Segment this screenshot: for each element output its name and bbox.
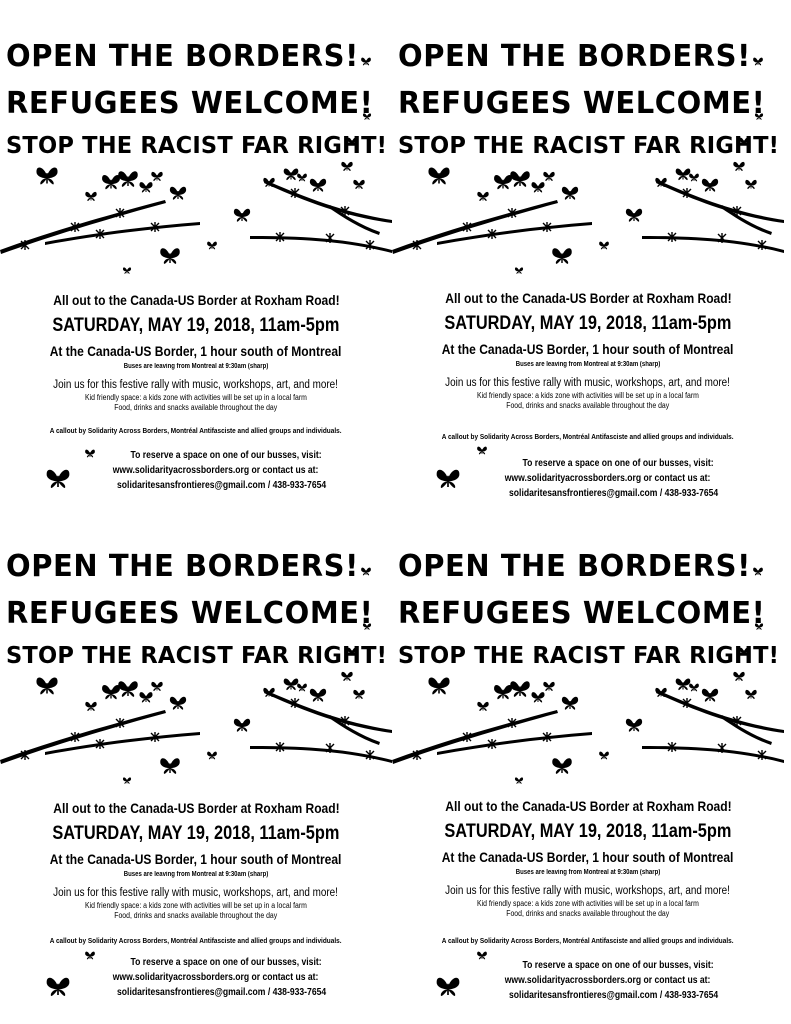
headline-refugees-welcome: REFUGEES WELCOME! [6, 86, 374, 121]
buses-note: Buses are leaving from Montreal at 9:30am (sharp) [515, 869, 661, 876]
invite-text: Join us for this festive rally with music, workshops, art, and more! [53, 379, 339, 391]
butterfly-icon [476, 445, 488, 457]
website-line: www.solidarityacrossborders.org or contact us at: [113, 972, 319, 983]
flyer-bottom-left [0, 510, 392, 1020]
event-date-time: SATURDAY, MAY 19, 2018, 11am-5pm [52, 315, 340, 336]
headline-open-borders: OPEN THE BORDERS! [398, 549, 751, 584]
reserve-line: To reserve a space on one of our busses, visit: [130, 450, 322, 461]
invite-text: Join us for this festive rally with music, workshops, art, and more! [53, 887, 339, 899]
flyer-bottom-right [392, 510, 784, 1020]
contact-line: solidaritesansfrontieres@gmail.com / 438-933-7654 [117, 987, 327, 998]
buses-note: Buses are leaving from Montreal at 9:30am (sharp) [123, 363, 269, 370]
website-line: www.solidarityacrossborders.org or contact us at: [113, 465, 319, 476]
headline-refugees-welcome: REFUGEES WELCOME! [398, 86, 766, 121]
headline-stop-far-right: STOP THE RACIST FAR RIGHT! [6, 643, 388, 669]
website-line: www.solidarityacrossborders.org or contact us at: [505, 975, 711, 986]
contact-line: solidaritesansfrontieres@gmail.com / 438-933-7654 [509, 488, 719, 499]
headline-refugees-welcome: REFUGEES WELCOME! [398, 596, 766, 631]
event-location: At the Canada-US Border, 1 hour south of Montreal [442, 341, 734, 357]
food-note: Food, drinks and snacks available throughout the day [114, 403, 278, 412]
buses-note: Buses are leaving from Montreal at 9:30am (sharp) [515, 361, 661, 368]
roxham-callout: All out to the Canada-US Border at Roxham Road! [52, 292, 340, 308]
headline-open-borders: OPEN THE BORDERS! [6, 549, 359, 584]
reserve-line: To reserve a space on one of our busses, visit: [130, 957, 322, 968]
flyer-top-left [0, 0, 392, 510]
organizers-line: A callout by Solidarity Across Borders, Montréal Antifasciste and allied groups and individuals. [50, 936, 342, 945]
contact-line: solidaritesansfrontieres@gmail.com / 438-933-7654 [509, 990, 719, 1001]
event-location: At the Canada-US Border, 1 hour south of Montreal [50, 343, 342, 359]
website-line: www.solidarityacrossborders.org or contact us at: [505, 473, 711, 484]
reserve-line: To reserve a space on one of our busses, visit: [522, 960, 714, 971]
invite-text: Join us for this festive rally with music, workshops, art, and more! [445, 885, 731, 897]
roxham-callout: All out to the Canada-US Border at Roxham Road! [52, 800, 340, 816]
reserve-line: To reserve a space on one of our busses, visit: [522, 458, 714, 469]
headline-open-borders: OPEN THE BORDERS! [6, 39, 359, 74]
event-date-time: SATURDAY, MAY 19, 2018, 11am-5pm [444, 313, 732, 334]
event-location: At the Canada-US Border, 1 hour south of Montreal [442, 849, 734, 865]
kids-note: Kid friendly space: a kids zone with activities will be set up in a local farm [477, 899, 699, 908]
roxham-callout: All out to the Canada-US Border at Roxham Road! [444, 290, 732, 306]
food-note: Food, drinks and snacks available throughout the day [506, 401, 670, 410]
organizers-line: A callout by Solidarity Across Borders, Montréal Antifasciste and allied groups and individuals. [442, 432, 734, 441]
headline-refugees-welcome: REFUGEES WELCOME! [6, 596, 374, 631]
event-date-time: SATURDAY, MAY 19, 2018, 11am-5pm [444, 821, 732, 842]
food-note: Food, drinks and snacks available throughout the day [114, 911, 278, 920]
roxham-callout: All out to the Canada-US Border at Roxham Road! [444, 798, 732, 814]
invite-text: Join us for this festive rally with music, workshops, art, and more! [445, 377, 731, 389]
buses-note: Buses are leaving from Montreal at 9:30am (sharp) [123, 871, 269, 878]
kids-note: Kid friendly space: a kids zone with activities will be set up in a local farm [477, 391, 699, 400]
organizers-line: A callout by Solidarity Across Borders, Montréal Antifasciste and allied groups and individuals. [442, 936, 734, 945]
food-note: Food, drinks and snacks available throughout the day [506, 909, 670, 918]
headline-stop-far-right: STOP THE RACIST FAR RIGHT! [6, 133, 388, 159]
headline-stop-far-right: STOP THE RACIST FAR RIGHT! [398, 643, 780, 669]
kids-note: Kid friendly space: a kids zone with activities will be set up in a local farm [85, 901, 307, 910]
contact-line: solidaritesansfrontieres@gmail.com / 438-933-7654 [117, 480, 327, 491]
headline-stop-far-right: STOP THE RACIST FAR RIGHT! [398, 133, 780, 159]
kids-note: Kid friendly space: a kids zone with activities will be set up in a local farm [85, 393, 307, 402]
event-location: At the Canada-US Border, 1 hour south of Montreal [50, 851, 342, 867]
organizers-line: A callout by Solidarity Across Borders, Montréal Antifasciste and allied groups and individuals. [50, 426, 342, 435]
headline-open-borders: OPEN THE BORDERS! [398, 39, 751, 74]
event-date-time: SATURDAY, MAY 19, 2018, 11am-5pm [52, 823, 340, 844]
flyer-top-right [392, 0, 784, 510]
